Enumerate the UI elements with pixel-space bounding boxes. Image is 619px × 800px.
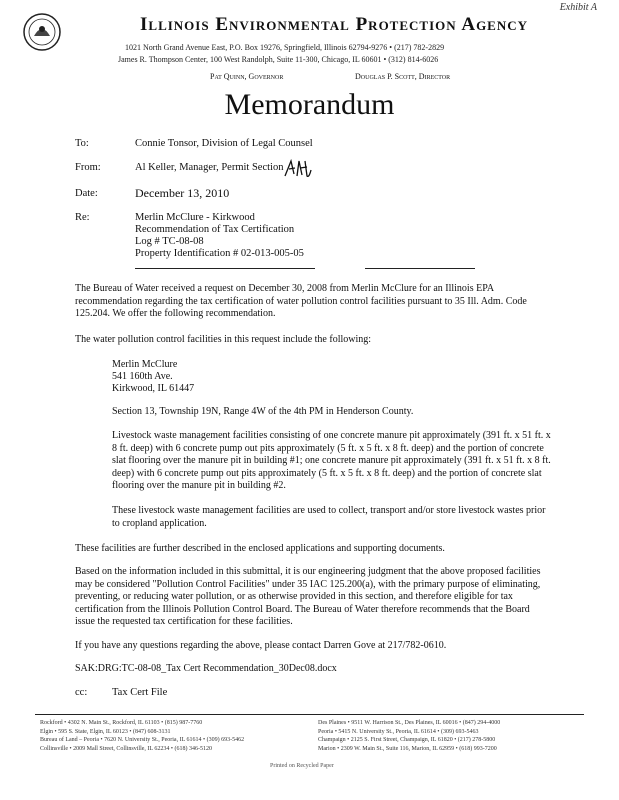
- agency-address-chicago: James R. Thompson Center, 100 West Randolph, Suite 11-300, Chicago, IL 60601 • (312) 814-6026: [118, 55, 439, 64]
- re-label: Re:: [75, 212, 90, 223]
- footer-office-line: Bureau of Land – Peoria • 7620 N. University St., Peoria, IL 61614 • (309) 693-5462: [40, 737, 245, 743]
- owner-street: 541 160th Ave.: [112, 371, 173, 382]
- owner-city: Kirkwood, IL 61447: [112, 383, 195, 394]
- footer-office-line: Rockford • 4302 N. Main St., Rockford, IL 61103 • (815) 987-7760: [40, 720, 203, 726]
- file-reference: SAK:DRG:TC-08-08_Tax Cert Recommendation_30Dec08.docx: [75, 663, 337, 674]
- from-value: Al Keller, Manager, Permit Section: [135, 162, 284, 173]
- recommendation-paragraph: Based on the information included in this submittal, it is our engineering judgment that the above proposed facilities may be considered "Pollution Control Facilities" under 35 IAC 125.200(a), with the primary purpose of eliminating, preventing, or reducing water pollution, or as otherwise provided in this section, and therefore eligible for tax certification from the Illinois Pollution Control Board. The Bureau of Water therefore recommends that the Board issue the requested tax certification for these facilities.: [75, 566, 541, 627]
- footer-offices-left: [40, 719, 244, 753]
- document-title: Memorandum: [224, 88, 395, 121]
- owner-name: Merlin McClure: [112, 359, 178, 370]
- intro-paragraph: The Bureau of Water received a request on December 30, 2008 from Merlin McClure for an Illinois EPA recommendation regarding the tax certification of water pollution control facilities pursuant to 35 Ill. Adm. Code 125.204. We offer the following recommendation.: [75, 283, 527, 319]
- facilities-purpose: These livestock waste management facilities are used to collect, transport and/or store livestock wastes prior to cropland application.: [112, 505, 546, 529]
- facilities-intro-paragraph: The water pollution control facilities in this request include the following:: [75, 334, 372, 345]
- footer-office-line: Champaign • 2125 S. First Street, Champaign, IL 61820 • (217) 278-5800: [318, 737, 496, 743]
- date-label: Date:: [75, 188, 98, 199]
- footer-office-line: Marion • 2309 W. Main St., Suite 116, Marion, IL 62959 • (618) 993-7200: [318, 745, 497, 752]
- header-divider-right: [365, 268, 475, 269]
- initials-signature: [283, 158, 313, 180]
- footer-divider: [35, 714, 584, 715]
- footer-offices-right: [318, 719, 500, 753]
- location-description: Section 13, Township 19N, Range 4W of the 4th PM in Henderson County.: [112, 406, 414, 417]
- to-value: Connie Tonsor, Division of Legal Counsel: [135, 138, 313, 149]
- to-label: To:: [75, 138, 89, 149]
- footer-office-line: Collinsville • 2009 Mall Street, Collinsville, IL 62234 • (618) 346-5120: [40, 745, 212, 752]
- facilities-description: Livestock waste management facilities consisting of one concrete manure pit approximately (391 ft. x 51 ft. x 8 ft. deep) with 6 concrete pump out pits approximately (5 ft. x 5 ft. x 8 ft. deep) and the portion of concrete slat flooring over the manure pit in building #1; one concrete manure pit approximately (391 ft. x 51 ft. x 8 ft. deep) with 6 concrete pump out pits approximately (5 ft. x 5 ft. x 8 ft. deep) and the portion of concrete slat flooring over the manure pit in building #2.: [112, 430, 551, 491]
- cc-label: cc:: [75, 687, 88, 698]
- re-line: Recommendation of Tax Certification: [135, 224, 295, 235]
- footer-office-line: Peoria • 5415 N. University St., Peoria, IL 61614 • (309) 693-5463: [318, 728, 479, 735]
- re-line: Merlin McClure - Kirkwood: [135, 212, 255, 223]
- director-name: Douglas P. Scott, Director: [355, 72, 451, 81]
- recycled-paper-note: Printed on Recycled Paper: [270, 763, 334, 769]
- footer-office-line: Elgin • 595 S. State, Elgin, IL 60123 • (847) 608-3131: [40, 728, 171, 735]
- from-label: From:: [75, 162, 101, 173]
- exhibit-label: Exhibit A: [559, 2, 597, 13]
- footer-office-line: Des Plaines • 9511 W. Harrison St., Des Plaines, IL 60016 • (847) 294-4000: [318, 720, 501, 726]
- contact-paragraph: If you have any questions regarding the above, please contact Darren Gove at 217/782-0610.: [75, 640, 447, 651]
- state-seal-logo: [22, 12, 62, 52]
- header-divider-left: [135, 268, 315, 269]
- agency-name: Illinois Environmental Protection Agency: [140, 14, 529, 35]
- agency-address-springfield: 1021 North Grand Avenue East, P.O. Box 19276, Springfield, Illinois 62794-9276 • (217) 782-2829: [125, 43, 445, 52]
- re-line: Property Identification # 02-013-005-05: [135, 248, 304, 259]
- re-line: Log # TC-08-08: [135, 236, 204, 247]
- cc-value: Tax Cert File: [112, 687, 168, 698]
- governor-name: Pat Quinn, Governor: [210, 72, 284, 81]
- date-value: December 13, 2010: [135, 186, 230, 200]
- supporting-documents-paragraph: These facilities are further described in the enclosed applications and supporting documents.: [75, 543, 445, 554]
